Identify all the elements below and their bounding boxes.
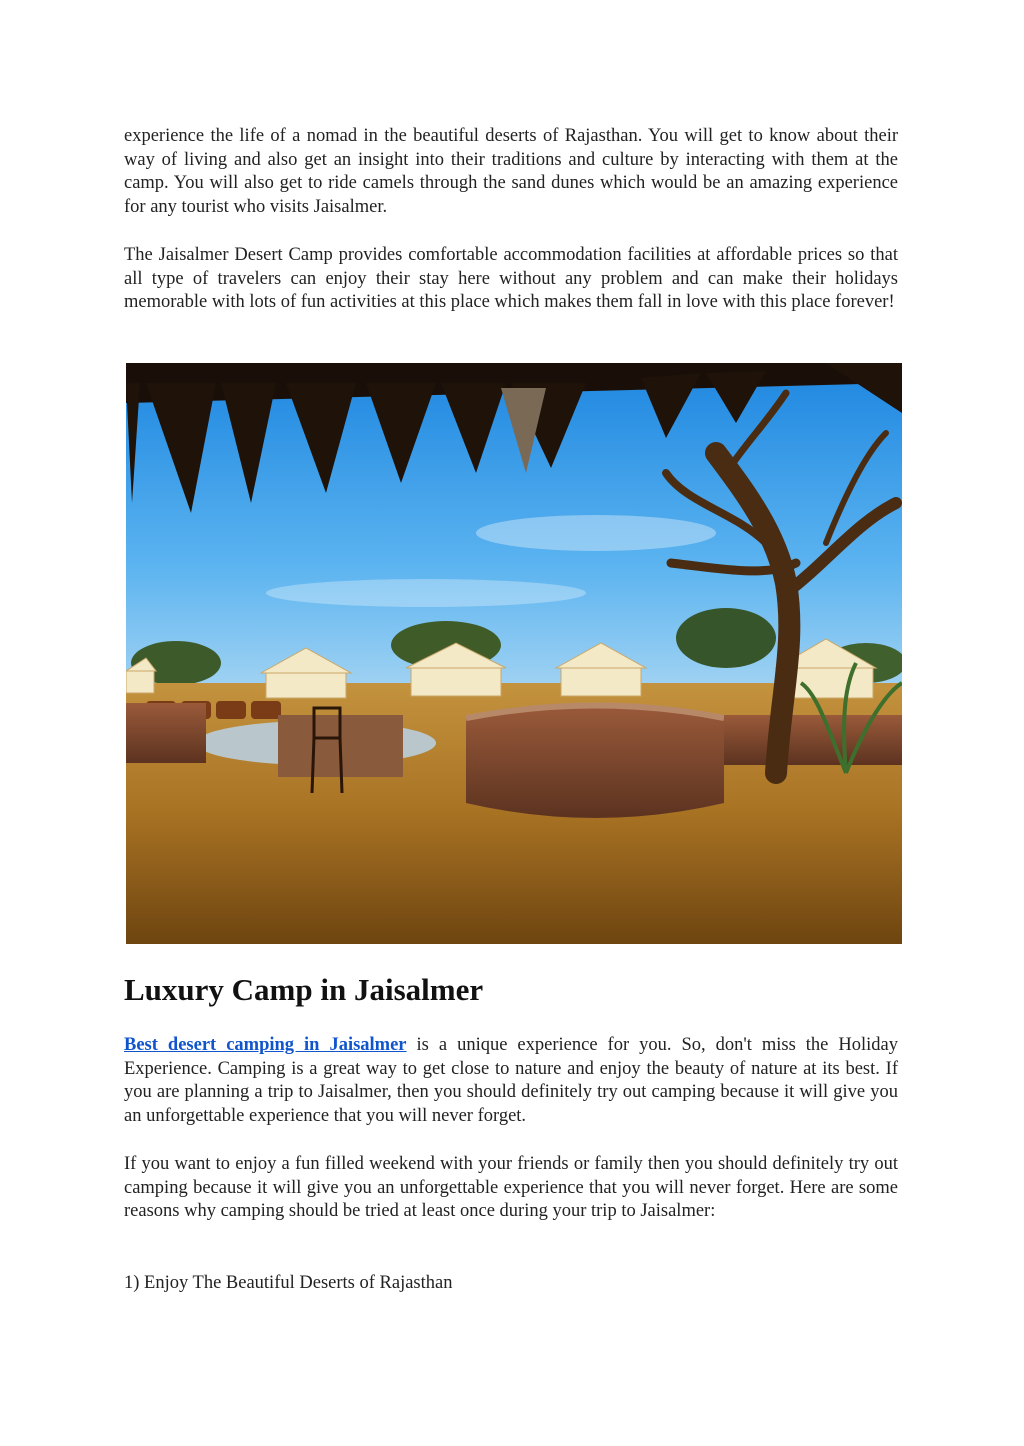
list-item-1: 1) Enjoy The Beautiful Deserts of Rajasthan	[124, 1273, 453, 1293]
section-heading: Luxury Camp in Jaisalmer	[124, 972, 484, 1007]
desert-camp-photo	[126, 363, 902, 944]
paragraph-best-camping	[124, 1034, 898, 1129]
paragraph-accommodation: The Jaisalmer Desert Camp provides comfortable accommodation facilities at affordable prices so that all type of travelers can enjoy their stay here without any problem and can make their holidays memorable with lots of fun activities at this place which makes them fall in love with this place forever!	[124, 245, 898, 313]
paragraph-weekend: If you want to enjoy a fun filled weekend with your friends or family then you should definitely try out camping because it will give you an unforgettable experience that you will never forget. Here are some reasons why camping should be tried at least once during your trip to Jaisalmer:	[124, 1154, 898, 1222]
paragraph-best-camping-text: is a unique experience for you. So, don't miss the Holiday Experience. Camping is a great way to get close to nature and enjoy the beauty of nature at its best. If you are planning a trip to Jaisalmer, then you should definitely try out camping because it will give you an unforgettable experience that you will never forget.	[124, 1035, 898, 1127]
best-desert-camping-link[interactable]: Best desert camping in Jaisalmer	[124, 1035, 407, 1055]
paragraph-nomad-life: experience the life of a nomad in the beautiful deserts of Rajasthan. You will get to know about their way of living and also get an insight into their traditions and culture by interacting with them at the camp. You will also get to ride camels through the sand dunes which would be an amazing experience for any tourist who visits Jaisalmer.	[124, 126, 898, 218]
